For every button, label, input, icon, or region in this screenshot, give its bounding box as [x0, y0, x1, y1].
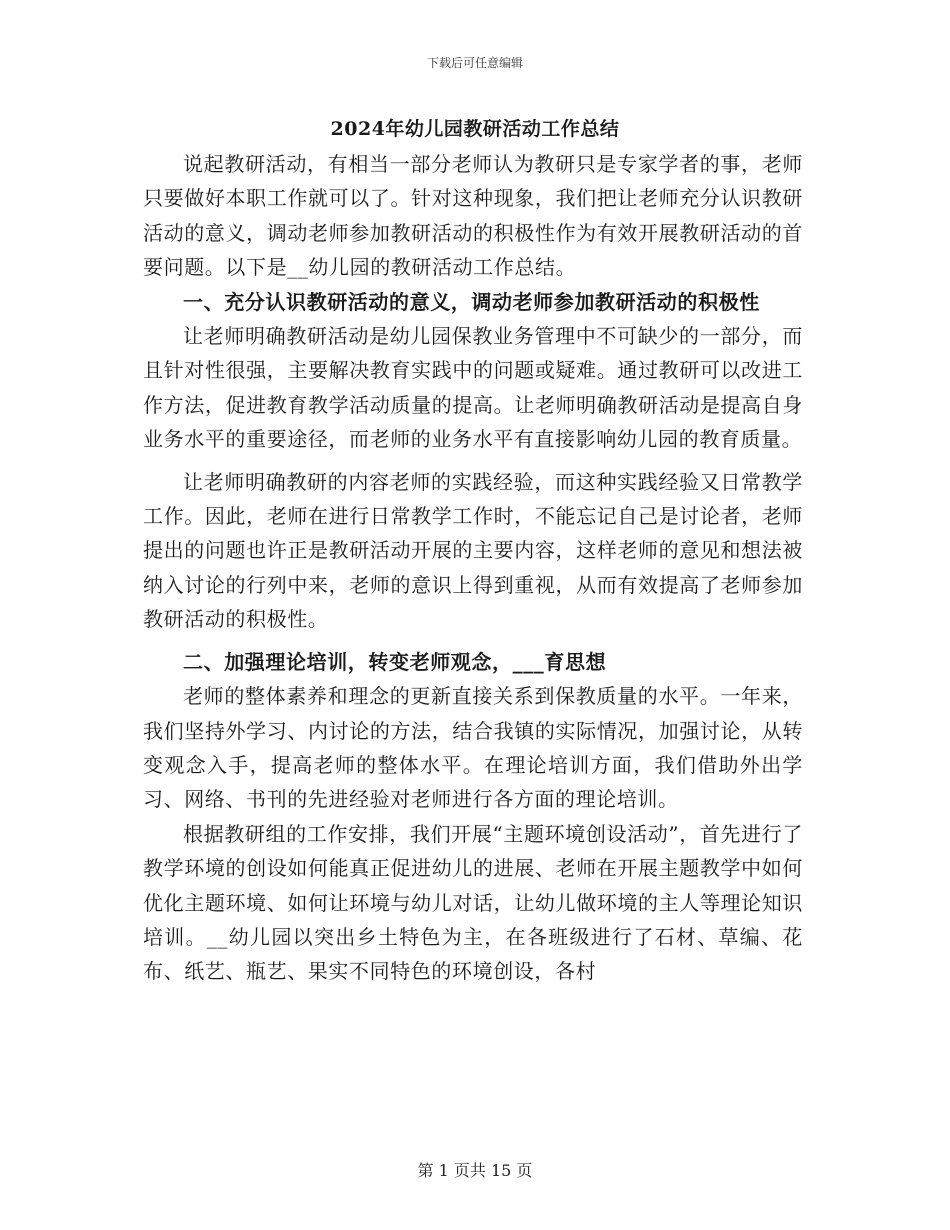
header-note: 下载后可任意编辑: [426, 56, 523, 70]
document-title: 2024年幼儿园教研活动工作总结: [330, 118, 620, 140]
section-2-paragraph-1: 老师的整体素养和理念的更新直接关系到保教质量的水平。一年来，我们坚持外学习、内讨论的方法，结合我镇的实际情况，加强讨论，从转变观念入手，提高老师的整体水平。在理论培训方面，我们借助外出学习、网络、书刊的先进经验对老师进行各方面的理论培训。: [143, 684, 803, 812]
section-heading-1: 一、充分认识教研活动的意义，调动老师参加教研活动的积极性: [183, 289, 760, 314]
section-2-paragraph-2: 根据教研组的工作安排，我们开展“主题环境创设活动”，首先进行了教学环境的创设如何能真正促进幼儿的进展、老师在开展主题教学中如何优化主题环境、如何让环境与幼儿对话，让幼儿做环境的主人等理论知识培训。__幼儿园以突出乡土特色为主，在各班级进行了石材、草编、花布、纸艺、瓶艺、果实不同特色的环境创设，各村: [143, 821, 803, 984]
section-1-paragraph-1: 让老师明确教研活动是幼儿园保教业务管理中不可缺少的一部分，而且针对性很强，主要解决教育实践中的问题或疑难。通过教研可以改进工作方法，促进教育教学活动质量的提高。让老师明确教研活动是提高自身业务水平的重要途径，而老师的业务水平有直接影响幼儿园的教育质量。: [143, 324, 803, 452]
document-body: [143, 147, 803, 989]
section-1-paragraph-2: 让老师明确教研的内容老师的实践经验，而这种实践经验又日常教学工作。因此，老师在进行日常教学工作时，不能忘记自己是讨论者，老师提出的问题也许正是教研活动开展的主要内容，这样老师的意见和想法被纳入讨论的行列中来，老师的意识上得到重视，从而有效提高了老师参加教研活动的积极性。: [143, 469, 803, 632]
page-number: 第 1 页共 15 页: [417, 1161, 533, 1180]
section-heading-2: 二、加强理论培训，转变老师观念，___育思想: [183, 649, 607, 674]
intro-paragraph: 说起教研活动，有相当一部分老师认为教研只是专家学者的事，老师只要做好本职工作就可以了。针对这种现象，我们把让老师充分认识教研活动的意义，调动老师参加教研活动的积极性作为有效开展教研活动的首要问题。以下是__幼儿园的教研活动工作总结。: [143, 152, 803, 280]
